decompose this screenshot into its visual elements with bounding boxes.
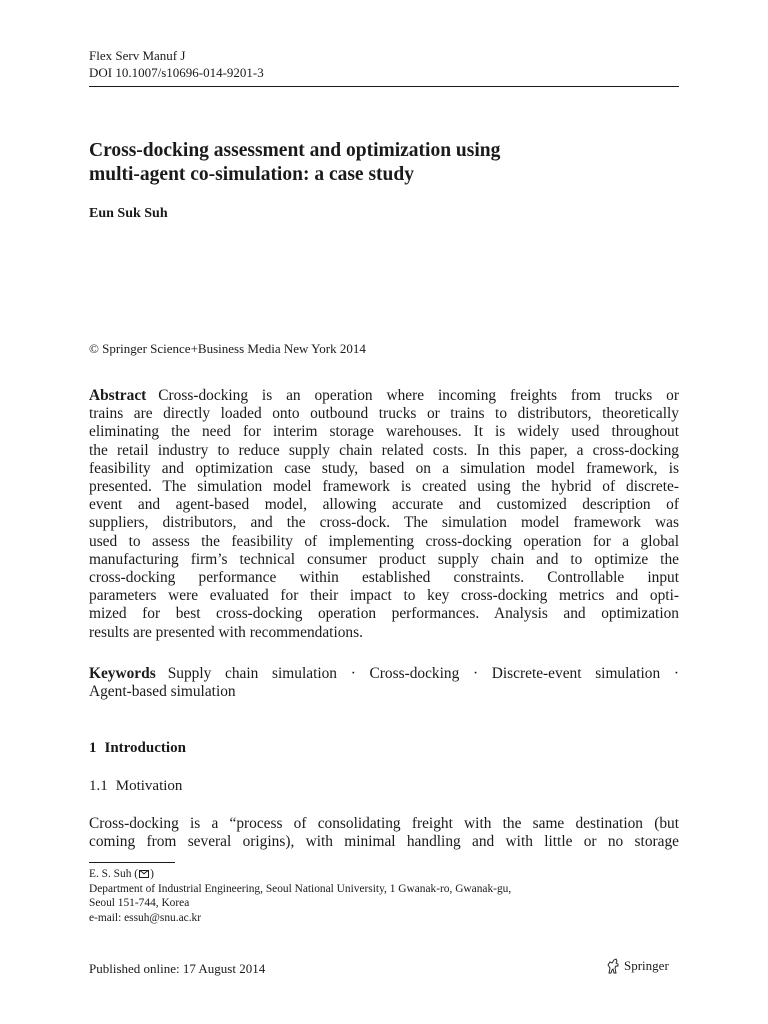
keywords-line: Agent-based simulation — [89, 683, 236, 701]
keywords-label: Keywords — [89, 665, 156, 682]
abstract-line: trains are directly loaded onto outbound trucks or trains to distributors, theoretically — [89, 405, 679, 423]
abstract-line: presented. The simulation model framework is created using the hybrid of discrete- — [89, 478, 679, 496]
abstract-line: the retail industry to reduce supply chain related costs. In this paper, a cross-docking — [89, 441, 679, 459]
section-title: Introduction — [104, 740, 186, 756]
abstract-line: manufacturing firm’s technical consumer product supply chain and to optimize the — [89, 550, 679, 568]
abstract-line: mized for best cross-docking operation performances. Analysis and optimization — [89, 605, 679, 623]
footnote-address: Seoul 151-744, Korea — [89, 897, 190, 910]
header-rule — [89, 86, 679, 87]
publisher-name: Springer — [624, 958, 669, 973]
copyright-notice: © Springer Science+Business Media New York 2014 — [89, 341, 366, 356]
abstract-line: used to assess the feasibility of implementing cross-docking operation for a global — [89, 532, 679, 550]
footnote-author: E. S. Suh ( ) — [89, 868, 154, 880]
intro-line: Cross-docking is a “process of consolidating freight with the same destination (but — [89, 815, 679, 832]
footnote-rule — [89, 862, 175, 863]
intro-line: coming from several origins), with minimal handling and with little or no storage — [89, 833, 679, 851]
publisher-logo — [606, 958, 669, 974]
abstract-line: eliminating the need for interim storage warehouses. It is widely used throughout — [89, 423, 679, 441]
published-date: Published online: 17 August 2014 — [89, 961, 266, 976]
author-footnote — [89, 867, 511, 925]
journal-name: Flex Serv Manuf J — [89, 48, 186, 63]
abstract-line: suppliers, distributors, and the cross-dock. The simulation model framework was — [89, 514, 679, 532]
subsection-title: Motivation — [115, 778, 183, 794]
abstract-line: event and agent-based model, allowing accurate and customized description of — [89, 496, 679, 514]
keywords — [89, 665, 679, 701]
abstract-line: Abstract Cross-docking is an operation where incoming freights from trucks or — [89, 387, 679, 404]
abstract-line: cross-docking performance within established constraints. Controllable input — [89, 569, 679, 587]
springer-horse-icon — [606, 958, 620, 974]
keywords-line: Keywords Supply chain simulation · Cross-docking · Discrete-event simulation · — [89, 665, 679, 682]
journal-header — [89, 47, 264, 81]
section-number: 1 — [89, 740, 97, 756]
abstract-line: feasibility and optimization case study, based on a simulation model framework, is — [89, 459, 679, 477]
subsection-number: 1.1 — [89, 778, 108, 794]
abstract-line: results are presented with recommendations. — [89, 623, 363, 641]
intro-paragraph — [89, 815, 679, 851]
author-name: Eun Suk Suh — [89, 206, 168, 221]
title-line-1: Cross-docking assessment and optimization using — [89, 140, 501, 161]
abstract — [89, 387, 679, 642]
abstract-line: parameters were evaluated for their impact to key cross-docking metrics and opti- — [89, 587, 679, 605]
paper-title — [89, 139, 649, 187]
section-heading-introduction — [89, 740, 186, 757]
subsection-heading-motivation — [89, 778, 182, 795]
abstract-label: Abstract — [89, 387, 147, 404]
envelope-icon — [139, 870, 149, 878]
footnote-email: e-mail: essuh@snu.ac.kr — [89, 911, 202, 924]
doi: DOI 10.1007/s10696-014-9201-3 — [89, 65, 264, 80]
title-line-2: multi-agent co-simulation: a case study — [89, 164, 414, 185]
footnote-affiliation: Department of Industrial Engineering, Seoul National University, 1 Gwanak-ro, Gwanak-gu, — [89, 882, 512, 895]
